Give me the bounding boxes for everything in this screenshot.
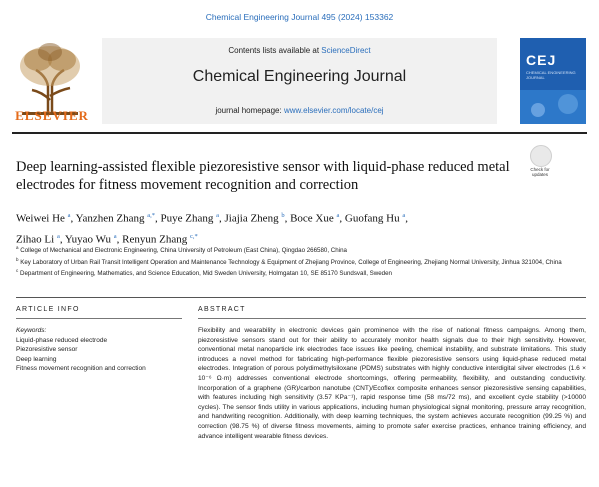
journal-masthead [12,30,587,130]
author-affiliation-marker[interactable]: c,* [190,232,198,240]
cover-subtitle: CHEMICAL ENGINEERING JOURNAL [526,70,576,80]
author-name[interactable]: Jiajia Zheng [224,212,279,225]
author-affiliation-marker[interactable]: a [216,212,219,219]
paper-title: Deep learning-assisted flexible piezoresistive sensor with liquid-phase reduced metal electrodes for fitness movement recognition and correction [16,159,510,193]
affiliation-marker: c [16,268,19,274]
author-separator: , [116,233,123,246]
contents-line [102,46,497,55]
author-name[interactable]: Yuyao Wu [64,233,112,246]
check-updates-line1: Check for [530,167,550,172]
author-separator: , [59,233,65,246]
journal-cover-thumbnail[interactable] [520,38,586,124]
keyword-item: Fitness movement recognition and correction [16,365,146,372]
affiliation-item [16,244,581,256]
author-separator: , [70,212,76,225]
affiliation-text: Key Laboratory of Urban Rail Transit Intelligent Operation and Maintenance Technology & Equipment of Zhejiang Province, College of Engineering, Zhejiang Normal University, Jinhua 321004, China [18,258,562,266]
journal-reference[interactable]: Chemical Engineering Journal 495 (2024) 153362 [205,12,394,22]
author-affiliation-marker[interactable]: a [402,212,406,219]
check-updates-line2: updates [531,172,548,177]
author-affiliation-marker[interactable]: a [56,232,60,240]
author-name[interactable]: Puye Zhang [160,212,214,225]
abstract-heading: ABSTRACT [198,306,246,313]
journal-homepage-link[interactable]: www.elsevier.com/locate/cej [283,106,384,115]
author-affiliation-marker[interactable]: a [113,232,117,240]
keyword-item: Deep learning [16,355,57,363]
keyword-item: Piezoresistive sensor [16,346,78,353]
author-list [16,207,576,248]
author-separator: , [155,212,161,225]
homepage-prefix: journal homepage: [215,106,284,115]
affiliation-marker: a [16,245,19,250]
author-affiliation-marker[interactable]: a,* [147,212,155,219]
author-separator: , [284,212,291,225]
author-name[interactable]: Boce Xue [290,212,334,225]
affiliation-text: College of Mechanical and Electronic Engineering, China University of Petroleum (East China), Qingdao 266580, China [18,247,347,255]
masthead-box [102,38,497,124]
section-rule [16,297,586,298]
author-affiliation-marker[interactable]: b [281,212,285,219]
cover-graphic [520,38,586,124]
contents-prefix: Contents lists available at [228,46,322,55]
homepage-line [102,106,497,115]
cover-label: CEJ [526,52,557,68]
keywords-block [16,326,186,374]
abstract-rule [198,318,586,319]
affiliation-marker: b [16,256,19,262]
author-name[interactable]: Renyun Zhang [122,233,188,246]
affiliation-text: Department of Engineering, Mathematics, and Science Education, Mid Sweden University, Holmgatan 10, SE 85170 Sundsvall, Sweden [18,270,392,278]
abstract-text: Flexibility and wearability in electronic devices gain prominence with the rise of national fitness campaigns. Among them, piezoresistive sensors stand out for their ability to accurately monitor health signals due to their high sensitivity. However, conventional metal nanoparticle ink electrodes face issues like peeling, chemical instability, and substrate limitations. This study introduces a novel method for fabricating high-performance flexible piezoresistive sensors using liquid-phase reduced metal electrodes. Integration of porous polydimethylsiloxane (PDMS) substrates with highly conductive interdigital silver electrodes (1.6 × 10⁻⁶ Ω·m) addresses conventional electrode shortcomings, offering permeability, flexibility, and outstanding conductivity. Incorporation of a graphene (GR)/carbon nanotube (CNT)/Ecoflex composite enhances sensor piezoresistive sensing capabilities, with features including high sensitivity (3.57 KPa⁻¹), rapid response time (58 ms/72 ms), and excellent cycle stability (>10000 cycles). The sensor finds utility in various applications, including human physiological signal monitoring, pressure array recognition, and handwriting recognition. Additionally, with deep learning techniques, the system achieves accurate recognition (99.25 %) and correction (98.75 %) of diverse fitness movements, aiming to promote safer exercise practices, enhance training efficiency, and advance intelligent wearable fitness devices. [198,327,586,440]
author-separator: , [405,212,408,225]
author-name[interactable]: Yanzhen Zhang [75,212,145,225]
author-separator: , [219,212,225,225]
affiliations [16,244,581,279]
check-for-updates-badge[interactable] [525,145,555,183]
author-name[interactable]: Weiwei He [16,212,65,225]
article-info-heading: ARTICLE INFO [16,306,80,313]
author-affiliation-marker[interactable]: a [67,212,71,219]
keywords-label: Keywords: [16,327,47,334]
header-rule [12,132,587,134]
author-name[interactable]: Guofang Hu [344,212,400,225]
affiliation-item [16,256,581,268]
check-updates-label [525,167,555,177]
author-name[interactable]: Zihao Li [16,233,55,246]
journal-title: Chemical Engineering Journal [192,68,407,85]
publisher-name[interactable]: ELSEVIER [15,108,89,123]
affiliation-item [16,267,581,279]
sciencedirect-link[interactable]: ScienceDirect [321,46,371,55]
check-updates-icon [530,145,552,167]
author-affiliation-marker[interactable]: a [336,212,340,219]
article-info-rule [16,318,182,319]
keyword-item: Liquid-phase reduced electrode [16,336,108,344]
author-separator: , [339,212,345,225]
